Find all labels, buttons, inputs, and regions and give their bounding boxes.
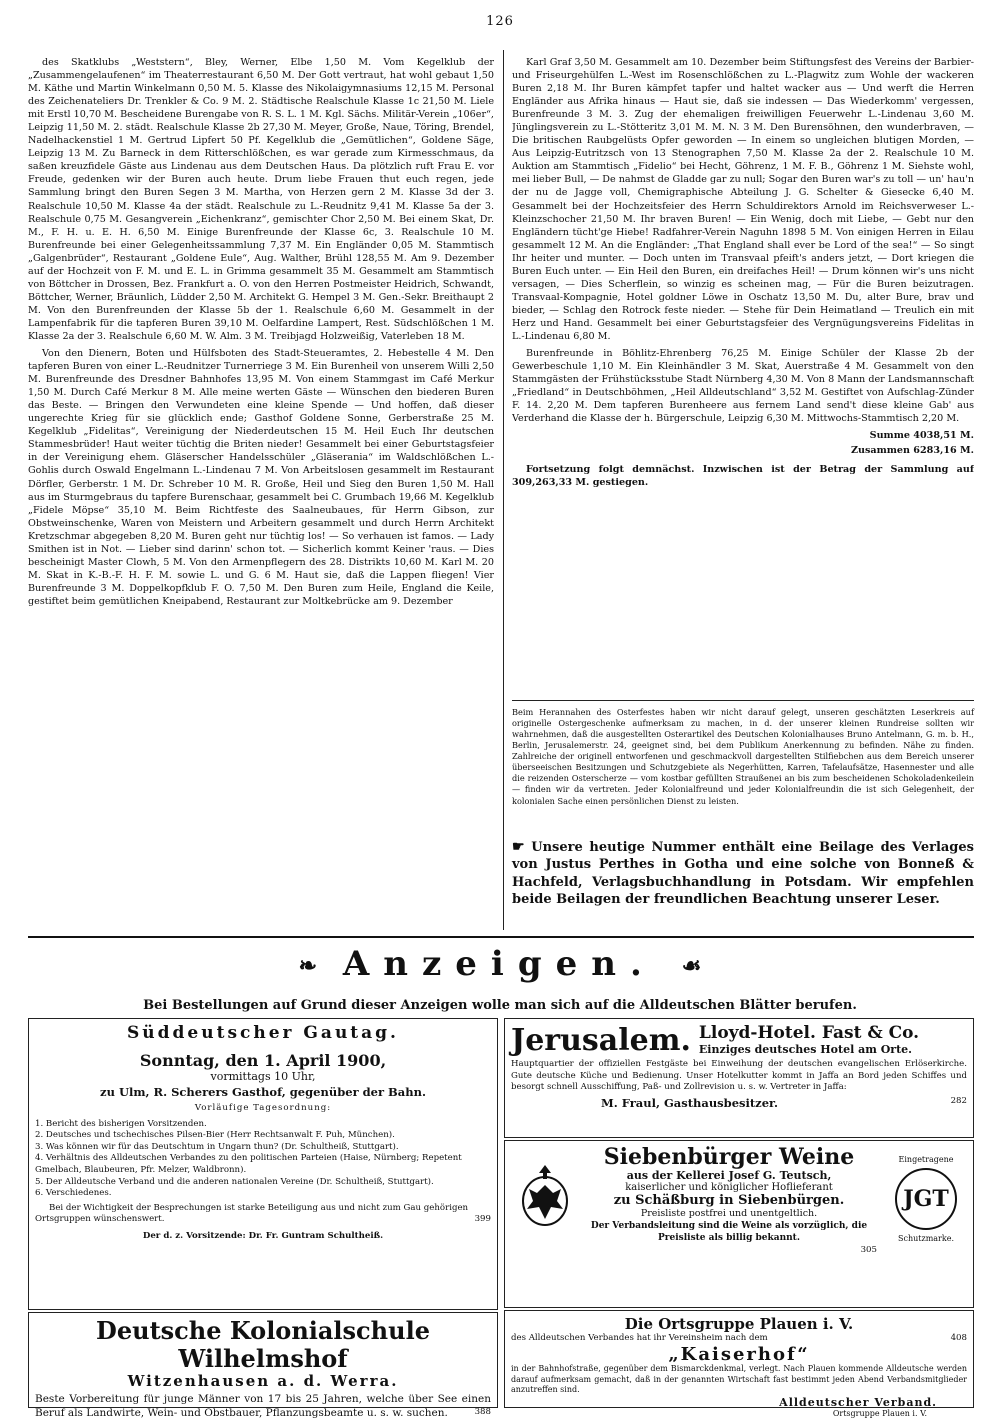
agenda-item: 5. Der Alldeutsche Verband und die anderen nationalen Vereine (Dr. Schultheiß, Stuttgart). [35, 1176, 434, 1187]
ad-header-row [511, 1023, 967, 1056]
ad-subtitle: Einziges deutsches Hotel am Orte. [698, 1043, 912, 1056]
trademark-label: Eingetragene [898, 1155, 954, 1164]
ad-date: Sonntag, den 1. April 1900, [139, 1051, 387, 1070]
trademark-monogram: JGT [895, 1168, 957, 1230]
ad-place: zu Schäßburg in Siebenbürgen. [613, 1193, 845, 1209]
ad-body [581, 1145, 877, 1256]
donation-paragraph: Burenfreunde in Böhlitz-Ehrenberg 76,25 M. Einige Schüler der Klasse 2b der Gewerbeschule 1,10 M. Ein Kleinhändler 3 M. Skat, Auerstraße 4 M. Gesammelt von den Stammgästen der Frühstücksstube Stadt Nürnberg 4,30 M. Von 8 Mann der Landsmannschaft „Friedland“ in Deutschböhmen, „Heil Alldeutschland“ 3,52 M. Gestiftet von Aufschlag-Zünder F. 14. 2,20 M. Dem tapferen Burenheere aus fernem Land send't diese kleine Gab' aus Verderhand die Klasse der h. Bürgerschule, Leipzig 6,30 M. Mittwochs-Stammtisch 2,20 M. [512, 348, 974, 425]
ad-plauen [504, 1310, 974, 1418]
ornament-icon: ❧ [298, 953, 318, 979]
agenda-title: Vorläufige Tagesordnung: [194, 1103, 332, 1113]
ad-heading: Deutsche Kolonialschule Wilhelmshof [96, 1316, 430, 1373]
ad-title: kaiserlicher und königlicher Hoflieferant [625, 1182, 833, 1194]
ornament-icon: ☙ [681, 953, 702, 979]
easter-notice: Beim Herannahen des Osterfestes haben wir nicht darauf gelegt, unseren geschätzten Leserkreis auf originelle Ostergeschenke aufmerksam zu machen, in d. der unserer kleinen Rundreise sollten wir wahrnehmen, daß die ausgestellten Osterartikel des Deutschen Kolonialhauses Bruno Antelmann, G. m. b. H., Berlin, Jerusalemerstr. 24, geeignet sind, bei dem Publikum Anerkennung zu befinden. Nähe zu finden. Zahlreiche der originell entworfenen und geschmackvoll dargestellten Stilfiebchen aus dem Bereich unserer überseeischen Besitzungen und Schutzgebiete als Negerhütten, Karren, Tafelaufsätze, Hasennester und alle die reizenden Osterscherze — vom kostbar gefüllten Straußenei an bis zum bescheidenen Schokoladenkeilein — finden wir da vertreten. Jeder Kolonialfreund und jeder Kolonialfreundin die ist sich Gelegenheit, der kolonialen Sache einen persönlichen Dienst zu leisten. [512, 700, 974, 807]
ad-owner: M. Fraul, Gasthausbesitzer. [601, 1095, 779, 1110]
trademark [889, 1155, 963, 1251]
ad-number: 399 [474, 1214, 491, 1225]
donations-column-right [512, 56, 974, 696]
ad-text [35, 1393, 491, 1420]
ad-heading: Siebenbürger Weine [603, 1144, 855, 1170]
ad-price: Preisliste postfrei und unentgeltlich. [640, 1208, 818, 1220]
ad-note: Der Verbandsleitung sind die Weine als vorzüglich, die Preisliste als billig bekannt. [590, 1221, 868, 1243]
supplement-notice-text: Unsere heutige Nummer enthält eine Beilage des Verlages von Justus Perthes in Gotha und eine solche von Bonneß & Hachfeld, Verlagsbuchhandlung in Potsdam. Wir empfehlen beide Beilagen der freundlichen Beachtung unserer Leser. [512, 840, 974, 907]
ad-time: vormittags 10 Uhr, [210, 1070, 316, 1083]
ad-owner-row [511, 1096, 967, 1110]
ad-city: Jerusalem. [511, 1023, 691, 1058]
agenda-item: 6. Verschiedenes. [35, 1188, 112, 1199]
ad-number: 388 [474, 1406, 491, 1417]
ad-heading: Süddeutscher Gautag. [127, 1023, 399, 1043]
donation-paragraph: Von den Dienern, Boten und Hülfsboten des Stadt-Steueramtes, 2. Hebestelle 4 M. Den tapferen Buren von einer L.-Reudnitzer Turnerriege 3 M. Ein Burenheil von unserem Willi 2,50 M. Burenfreunde des Dresdner Bahnhofes 13,95 M. Von einem Stammgast im Café Merkur 1,50 M. Durch Café Merkur 8 M. Alle meine werten Gäste — Wünschen den biederen Buren das Beste. — Bringen den Verwundeten eine kleine Spende — Und hoffen, daß dieser ungerechte Krieg für sie glücklich ende; Gasthof Goldene Sonne, Gerberstraße 25 M. Kegelklub „Fidelitas“, Vereinigung der Niederdeutschen 15 M. Heil Euch Ihr deutschen Stammesbrüder! Haut weiter tüchtig die Briten nieder! Gesammelt bei einer Geburtstagsfeier in der Vereinigung ehem. Gläserscher Handelsschüler „Gläserania“ im Waldschlößchen L.-Gohlis durch Oswald Engelmann L.-Lindenau 7 M. Von Arbeitslosen gesammelt im Restaurant Dörfler, Gerberstr. 1 M. Dr. Schreber 10 M. R. Große, Heil und Sieg den Buren 1,50 M. Hall aus im Sturmgebraus du tapfere Burenschaar, gesammelt bei C. Grumbach 19,66 M. Kegelklub „Fidele Möpse“ 35,10 M. Beim Richtfeste des Saalneubaues, für Herrn Gibson, zur Obstweinschenke, Waren von Meistern und Arbeitern gesammelt und durch Herrn Architekt Kretzschmar abgegeben 8,20 M. Buren geht nur tüchtig los! — So verhauen ist famos. — Lady Smithen ist in Not. — Lieber sind darinn' schon tot. — Sicherlich kommt Keiner 'raus. — Dies bescheinigt Master Clowh, 5 M. Von den Armenpflegern des 28. Distrikts 10,60 M. Karl M. 20 M. Skat in K.-B.-F. H. F. M. sowie L. und G. 6 M. Haut sie, daß die Lappen fliegen! Vier Burenfreunde 3 M. Doppelkopfklub F. O. 7,50 M. Den Buren zum Heile, England die Keile, gestiftet beim gemütlichen Kneipabend, Restaurant zur Moltkebrücke am 9. Dezember [28, 348, 494, 607]
ad-footer [35, 1203, 491, 1226]
agenda-item: 4. Verhältnis des Alldeutschen Verbandes zu den politischen Parteien (Haise, Nürnberg; Repetent Gmelbach, Blaubeuren, Pfr. Melzer, Waldbronn). [35, 1153, 462, 1175]
ad-number: 282 [950, 1095, 967, 1106]
ad-line1: des Alldeutschen Verbandes hat ihr Vereinsheim nach dem [511, 1333, 768, 1343]
pointing-hand-icon: ☛ [512, 839, 525, 855]
ad-signature: Der d. z. Vorsitzende: Dr. Fr. Guntram Schultheiß. [142, 1230, 384, 1241]
agenda-item: 3. Was können wir für das Deutschtum in Ungarn thun? (Dr. Schultheiß, Stuttgart). [35, 1141, 399, 1152]
ad-venue: „Kaiserhof“ [668, 1343, 810, 1365]
ad-hotel-block [699, 1023, 919, 1056]
ad-text: Hauptquartier der offiziellen Festgäste bei Einweihung der deutschen evangelischen Erlöserkirche. Gute deutsche Küche und Bedienung. Unser Hotelkutter kommt in Jaffa an Bord jeden Schiffes und besorgt schnell Ausschiffung, Paß- und Zollrevision u. s. w. Vertreter in Jaffa: [511, 1059, 967, 1093]
ad-footer-text: Bei der Wichtigkeit der Besprechungen ist starke Beteiligung aus und nicht zum Gau gehörigen Ortsgruppen wünschenswert. [35, 1202, 469, 1225]
ad-jerusalem [504, 1018, 974, 1138]
ad-sub: Ortsgruppe Plauen i. V. [832, 1408, 927, 1418]
ad-text-body: Beste Vorbereitung für junge Männer von 17 bis 25 Jahren, welche über See einen Beruf als Landwirte, Wein- und Obstbauer, Pflanzungsbeamte u. s. w. suchen. [35, 1393, 491, 1419]
eagle-seal-icon [517, 1161, 573, 1231]
ad-place: zu Ulm, R. Scherers Gasthof, gegenüber der Bahn. [100, 1085, 426, 1099]
announcements-title [0, 944, 1000, 984]
ad-kolonialschule [28, 1312, 498, 1419]
section-divider [28, 936, 974, 938]
total-line: Zusammen 6283,16 M. [850, 445, 974, 457]
column-divider [503, 50, 504, 930]
supplement-notice [512, 838, 974, 908]
announcements-title-text: Anzeigen. [342, 944, 656, 984]
ad-signature: Alldeutscher Verband. [779, 1395, 937, 1409]
ad-line1-row [511, 1333, 967, 1345]
ad-text: in der Bahnhofstraße, gegenüber dem Bismarckdenkmal, verlegt. Nach Plauen kommende Alldeutsche werden darauf aufmerksam gemacht, daß in der genannten Wirtschaft fast bestimmt jeden Abend Verbandsmitglieder anzutreffen sind. [511, 1364, 967, 1395]
agenda-item: 2. Deutsches und tschechisches Pilsen-Bier (Herr Rechtsanwalt F. Puh, München). [35, 1130, 395, 1141]
announcements-subtitle: Bei Bestellungen auf Grund dieser Anzeigen wolle man sich auf die Alldeutschen Blätter berufen. [143, 998, 857, 1013]
sum-line: Summe 4038,51 M. [869, 430, 974, 442]
trademark-sub: Schutzmarke. [898, 1234, 954, 1243]
donations-column-left [28, 56, 494, 926]
ad-hotel: Lloyd-Hotel. Fast & Co. [698, 1023, 920, 1043]
ad-from: aus der Kellerei Josef G. Teutsch, [626, 1169, 832, 1183]
agenda-item: 1. Bericht des bisherigen Vorsitzenden. [35, 1118, 207, 1129]
donation-paragraph: Karl Graf 3,50 M. Gesammelt am 10. Dezember beim Stiftungsfest des Vereins der Barbier- und Friseurgehülfen L.-West im Rosenschlößchen zu L.-Plagwitz zum Wohle der wackeren Buren 2,18 M. Ihr Buren kämpfet tapfer und haltet wacker aus — Und werft die Herren Engländer aus Afrika hinaus — Haut sie, daß sie indessen — Das Wiederkomm' vergessen, Burenfreunde 3 M. 3. Zug der ehemaligen freiwilligen Feuerwehr L.-Lindenau 3,60 M. Jünglingsverein zu L.-Stötteritz 3,01 M. M. N. 3 M. Den Burensöhnen, den wunderbraven, — Die britischen Raubgelüsts Opfer geworden — In einem so ungleichen blutigen Morden, — Aus Leipzig-Eutritzsch von 13 Stenographen 7,50 M. Klasse 2a der 2. Realschule 10 M. Auktion am Stammtisch „Fidelio“ bei Hecht, Göhrenz, 1 M. F. B., Göhrenz 1 M. Siehste wohl, mei lieber Bull, — De nahmst de Gladde gar zu null; Sogar den Buren war's zu toll — un' hau'n der nu de Jagge voll, Chemigraphische Abteilung J. G. Schelter & Giesecke 6,40 M. Gesammelt bei der Hochzeitsfeier des Herrn Schuldirektors Arnold im Reichsverweser L.-Kleinzschocher 21,50 M. Ihr braven Buren! — Ein Wenig, doch mit Liebe, — Gebt nur den Engländern tücht'ge Hiebe! Radfahrer-Verein Naguhn 1898 5 M. Von einigen Herren in Eilau gesammelt 12 M. An die Engländer: „That England shall ever be Lord of the sea!“ — So singt Ihr heiter und munter. — Doch unten im Transvaal pfeift's anders jetzt, — Dort kriegen die Buren Euch unter. — Ein Heil den Buren, ein dreifaches Heil! — Drum können wir's uns nicht versagen, — Dies Scherflein, so winzig es scheinen mag, — Für die Buren beizutragen. Transvaal-Kompagnie, Hotel goldner Löwe in Oschatz 13,50 M. Du, alter Bure, brav und bieder, — Schlag den Rotrock feste nieder. — Stehe für Dein Heimatland — Treulich ein mit Herz und Hand. Gesammelt bei einer Geburtstagsfeier des Vergnügungsvereins Fidelitas in L.-Lindenau 6,80 M. [512, 57, 974, 342]
ad-siebenbuerger-weine [504, 1140, 974, 1308]
ad-gautag [28, 1018, 498, 1310]
ad-heading: Die Ortsgruppe Plauen i. V. [624, 1315, 854, 1333]
ad-number: 305 [860, 1244, 877, 1255]
continued-note: Fortsetzung folgt demnächst. Inzwischen ist der Betrag der Sammlung auf 309,263,33 M. gestiegen. [512, 464, 974, 489]
ad-place: Witzenhausen a. d. Werra. [127, 1372, 399, 1391]
donation-paragraph: des Skatklubs „Weststern“, Bley, Werner, Elbe 1,50 M. Vom Kegelklub der „Zusammengelaufenen“ im Theaterrestaurant 6,50 M. Der Gott vertraut, hat wohl gebaut 1,50 M. Käthe und Martin Winkelmann 0,50 M. 5. Klasse des Nikolaigymnasiums 12,15 M. Personal des Zeichenateliers Dr. Trenkler & Co. 9 M. 2. Städtische Realschule Klasse 1c 21,50 M. Liele mit Erstl 10,70 M. Bescheidene Burengabe von R. S. L. 1 M. Kgl. Sächs. Militär-Verein „106er“, Leipzig 11,50 M. 2. städt. Realschule Klasse 2b 27,30 M. Meyer, Große, Naue, Töring, Brendel, Nadelhackenstiel 1 M. Gertrud Lipfert 50 Pf. Kegelklub die „Gemütlichen“, Goldene Säge, Leipzig 13 M. Zu Barneck in dem Ritterschlößchen, es war gerade zum Kirmesschmaus, da saßen kreuzfidele Gäste aus Lindenau aus dem Deutschen Haus. Da plötzlich ruft Frau E. vor Freude, gedenken wir der Buren auch heute. Drum liebe Frauen thut euch regen, jede Sammlung bringt den Buren Segen 3 M. Martha, von Herzen gern 2 M. Klasse 3d der 3. Realschule 10,50 M. Klasse 4a der städt. Realschule zu L.-Reudnitz 9,41 M. Klasse 5a der 3. Realschule 0,75 M. Gesangverein „Eichenkranz“, gemischter Chor 2,50 M. Bei einem Skat, Dr. M., F. H. u. E. H. 6,50 M. Einige Burenfreunde der Klasse 6c, 3. Realschule 10 M. Burenfreunde bei einer Gelegenheitssammlung 7,37 M. Ein Engländer 0,05 M. Stammtisch „Galgenbrüder“, Restaurant „Goldene Eule“, Aug. Walther, Brühl 128,55 M. Am 9. Dezember auf der Hochzeit von F. M. und E. L. in Grimma gesammelt 35 M. Gesammelt am Stammtisch von Böttcher in Drossen, Bez. Frankfurt a. O. von den Herren Postmeister Heidrich, Schwandt, Böttcher, Werner, Bräunlich, Lüdder 2,50 M. Architekt G. Hempel 3 M. Gen.-Sekr. Breithaupt 2 M. Von den Burenfreunden der Klasse 5b der 1. Realschule 6,60 M. Gesammelt in der Lampenfabrik für die tapferen Buren 39,10 M. Oelfardine Lampert, Rest. Südschlößchen 1 M. Klasse 2a der 3. Realschule 6,60 M. W. Alm. 3 M. Treibjagd Holzweißig, Vaterleben 18 M. [28, 57, 494, 342]
agenda-list [35, 1119, 491, 1200]
ad-number: 408 [950, 1333, 967, 1343]
page-number: 126 [486, 14, 514, 29]
